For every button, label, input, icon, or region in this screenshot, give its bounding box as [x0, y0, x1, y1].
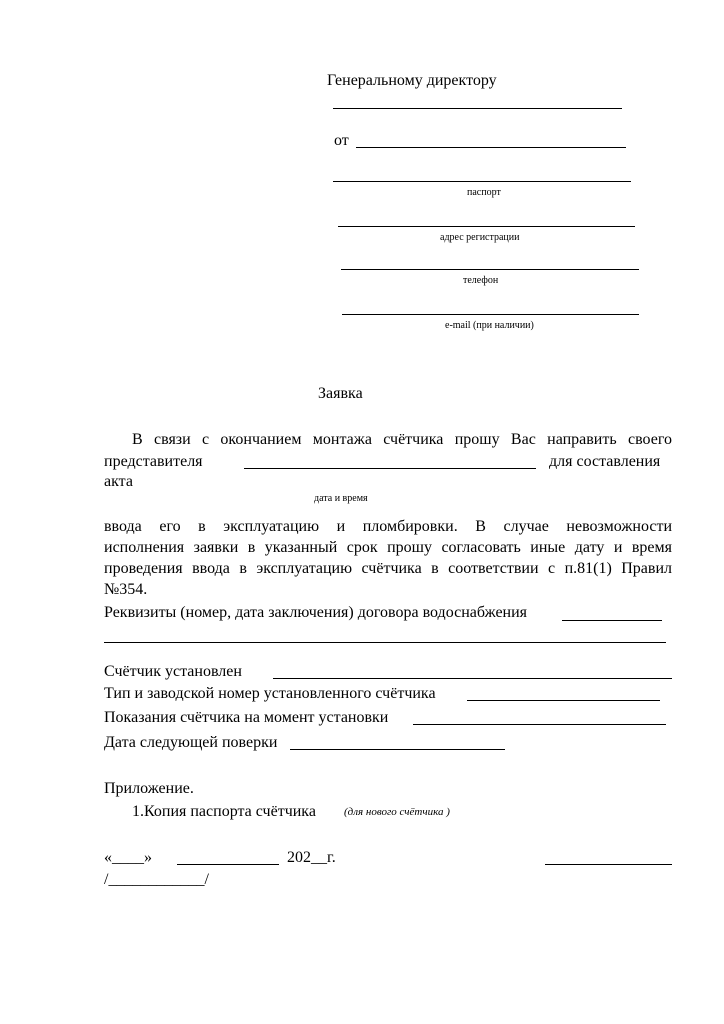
date-month-line [177, 864, 279, 865]
email-caption: e-mail (при наличии) [445, 320, 534, 331]
body-act: акта [104, 473, 133, 490]
signature-line [545, 864, 672, 865]
from-label: от [334, 132, 349, 149]
meter-readings-label: Показания счётчика на момент установки [104, 709, 389, 726]
applicant-name-line [356, 147, 626, 148]
body-line-6: проведения ввода в эксплуатацию счётчика в соответствии с п.81(1) Правил [104, 560, 672, 577]
appendix-item-1: 1.Копия паспорта счётчика [132, 803, 316, 820]
signature-decode: /____________/ [104, 871, 209, 888]
passport-line [333, 181, 631, 182]
datetime-caption: дата и время [314, 493, 368, 504]
body-line-4: ввода его в эксплуатацию и пломбировки. В случае невозможности [104, 518, 672, 535]
requisites-label: Реквизиты (номер, дата заключения) договора водоснабжения [104, 604, 528, 621]
body-line-7: №354. [104, 581, 148, 598]
addressee: Генеральному директору [327, 72, 497, 89]
representative-datetime-line [244, 468, 536, 469]
meter-type-line [467, 700, 660, 701]
meter-installed-label: Счётчик установлен [104, 663, 242, 680]
body-line-1: В связи с окончанием монтажа счётчика прошу Вас направить своего [132, 431, 672, 448]
email-line [342, 314, 639, 315]
next-check-line [290, 749, 505, 750]
meter-readings-line [413, 724, 666, 725]
date-year: 202__г. [287, 849, 336, 866]
phone-line [341, 269, 639, 270]
body-line-5: исполнения заявки в указанный срок прошу согласовать иные дату и время [104, 539, 672, 556]
address-caption: адрес регистрации [440, 232, 520, 243]
passport-caption: паспорт [467, 187, 501, 198]
next-check-label: Дата следующей поверки [104, 734, 278, 751]
meter-installed-line [273, 678, 672, 679]
appendix-title: Приложение. [104, 780, 194, 797]
address-line [338, 226, 635, 227]
meter-type-label: Тип и заводской номер установленного счётчика [104, 685, 436, 702]
date-day: «____» [104, 849, 152, 866]
requisites-line-2 [104, 642, 666, 643]
requisites-line-1 [562, 620, 662, 621]
body-for-drafting: для составления [549, 453, 661, 470]
phone-caption: телефон [463, 275, 499, 286]
document-title: Заявка [318, 385, 363, 402]
body-representative-label: представителя [104, 453, 203, 470]
director-name-line [333, 108, 622, 109]
appendix-item-1-note: (для нового счётчика ) [344, 806, 450, 818]
